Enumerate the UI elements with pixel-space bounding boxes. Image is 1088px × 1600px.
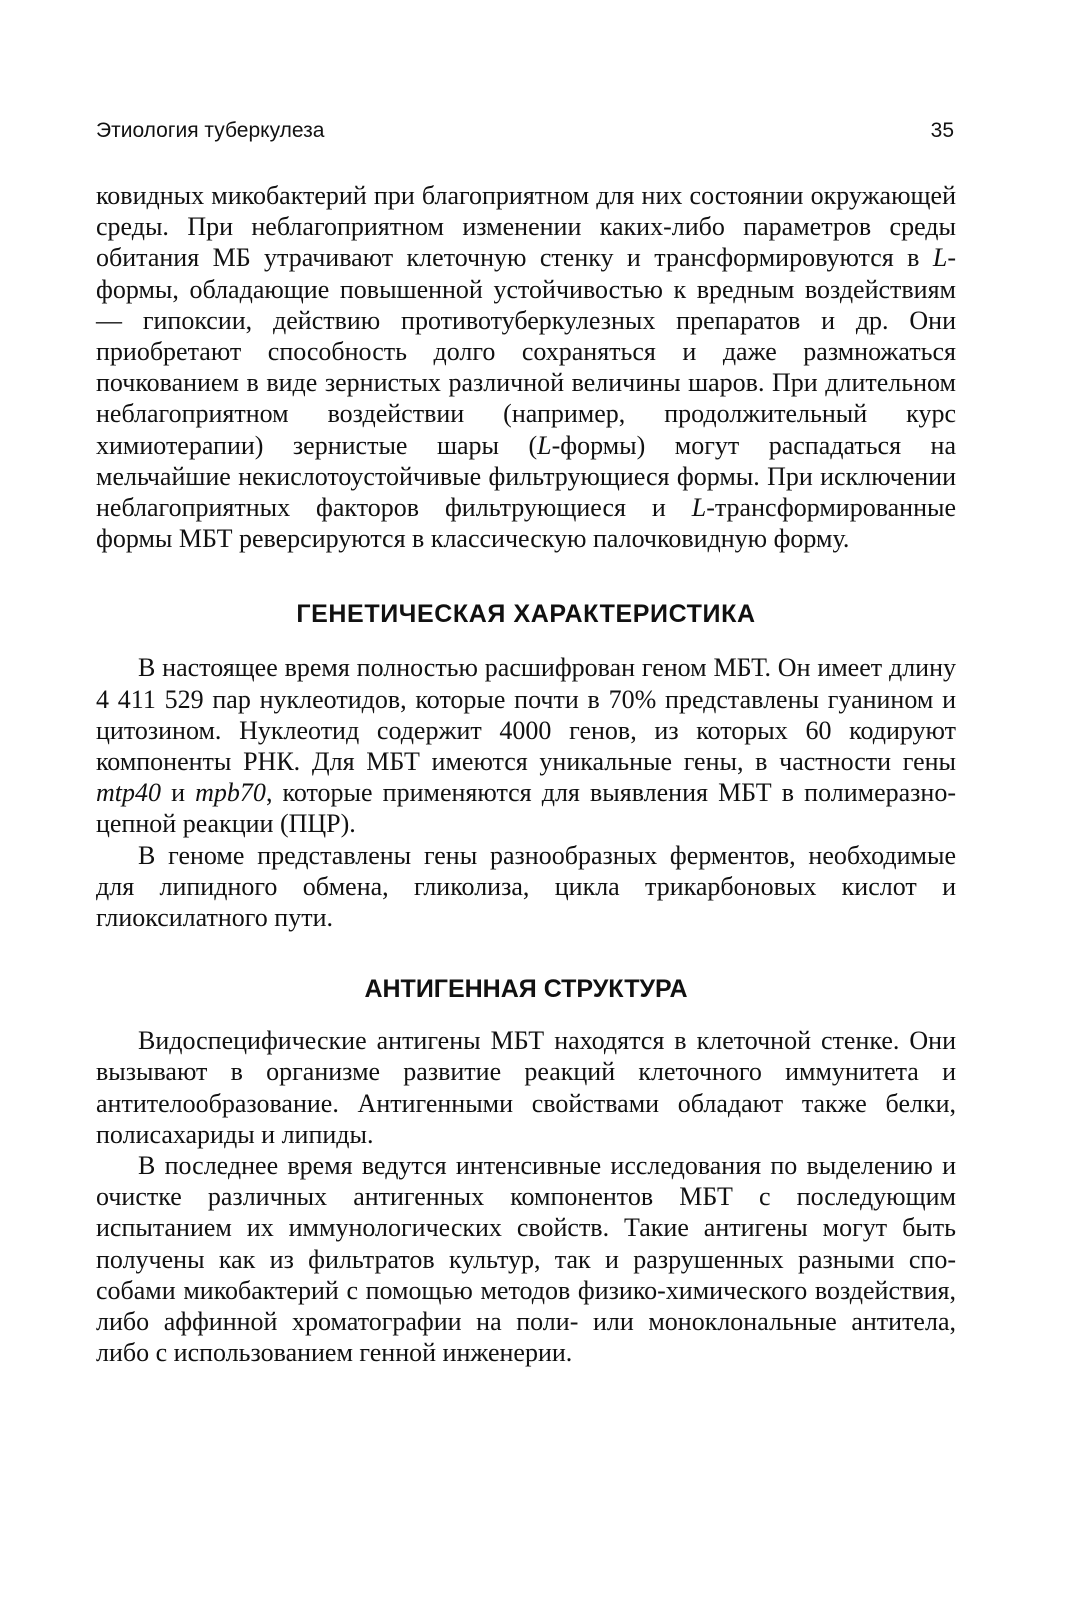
antigen-paragraph-2: В последнее время ведутся интенсивные исследования по выделению и очистке различных антигенных компонентов МБТ с последующим испытанием их иммунологических свойств. Такие антигены могут быть получены как из фильтратов культур, так и разрушенных разными способами микобактерий с помощью методов физико-химического воздействия, либо аффинной хроматографии на поли- или моноклональные антитела, либо с использованием генной инженерии. — [96, 1151, 956, 1368]
text-run: -формы, обладающие повышенной устойчивостью к вредным воздействиям — гипоксии, действию противотуберкулезных препаратов и др. Они приобретают способность долго сохраняться и даже размножаться почкованием в виде зернистых различной величины шаров. При длительном неблагоприятном воздействии (например, продолжительный курс химиотерапии) зернистые шары ( — [96, 243, 956, 460]
italic-L: L — [537, 430, 552, 460]
text-run: -трансформированные формы МБТ реверсируются в классическую палочковидную форму. — [96, 493, 956, 554]
chapter-title: Этиология туберкулеза — [96, 119, 325, 142]
intro-paragraph — [96, 180, 956, 554]
running-header — [96, 116, 956, 146]
book-page — [96, 0, 956, 1600]
antigen-paragraph-1: Видоспецифические антигены МБТ находятся в клеточной стенке. Они вызывают в организме развитие реакций клеточного иммунитета и антителообразование. Антигенными свойствами обладают также белки, полисахариды и липиды. — [96, 1026, 956, 1149]
text-run: В настоящее время полностью расшифрован геном МБТ. Он имеет длину 4 411 529 пар нуклеотидов, которые почти в 70% представлены гуанином и цитозином. Нуклеотид содержит 4000 генов, из которых 60 кодируют компоненты РНК. Для МБТ имеются уникальные гены, в частности гены — [96, 653, 956, 777]
gene-name: mtp40 — [96, 778, 161, 808]
genetics-paragraph-2: В геноме представлены гены разнообразных ферментов, необходимые для липидного обмена, гликолиза, цикла трикарбоновых кислот и глиоксилатного пути. — [96, 840, 956, 933]
section-heading-genetics: ГЕНЕТИЧЕСКАЯ ХАРАКТЕРИСТИКА — [296, 600, 756, 629]
text-run: ковидных микобактерий при благоприятном для них состоянии окружающей среды. При неблагоприятном изменении каких-либо параметров среды обитания МБ утрачивают клеточную стенку и трансформировуются в — [96, 181, 956, 273]
page-body — [96, 180, 956, 1369]
section-heading-antigen: АНТИГЕННАЯ СТРУКТУРА — [364, 975, 688, 1004]
text-run: -формы) могут распадаться на мельчайшие некислотоустойчивые фильтрующиеся формы. При исключении неблагоприятных факторов фильтрующиеся и — [96, 430, 956, 523]
genetics-paragraph-1 — [96, 652, 956, 839]
italic-L: L — [932, 243, 948, 273]
gene-name: mpb70 — [195, 778, 266, 808]
text-run: и — [161, 778, 196, 808]
text-run: , которые применяются для выявления МБТ в полимеразно-цепной реакции (ПЦР). — [96, 778, 956, 839]
italic-L: L — [691, 493, 707, 523]
page-number: 35 — [930, 119, 954, 142]
